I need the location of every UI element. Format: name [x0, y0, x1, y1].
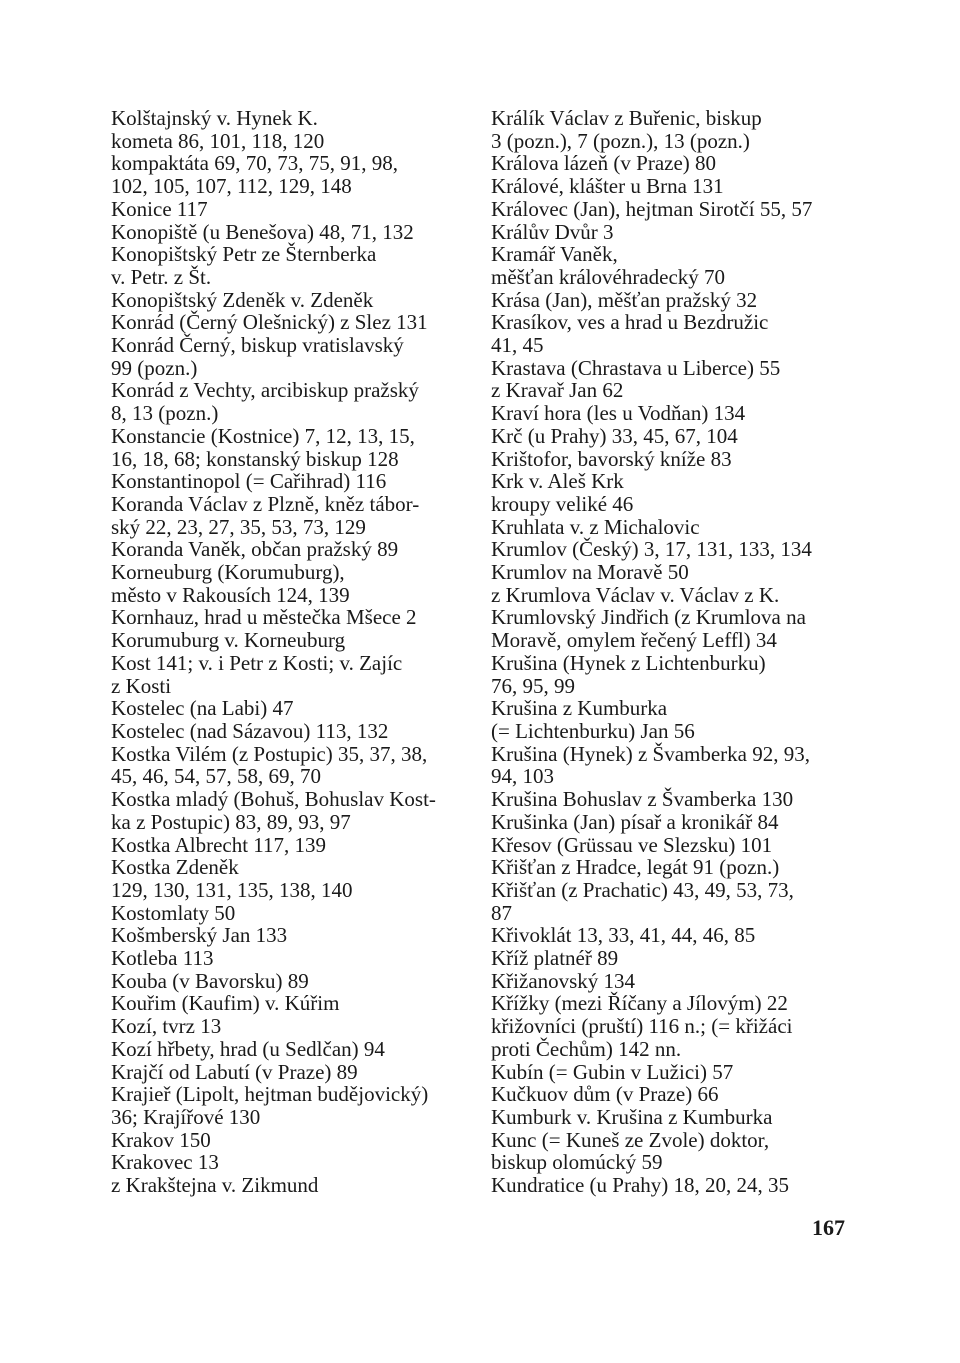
index-entry	[491, 448, 861, 471]
index-entry	[111, 924, 479, 947]
index-entry-line: 129, 130, 131, 135, 138, 140	[111, 877, 353, 902]
index-entry-line: Krastava (Chrastava u Liberce) 55	[491, 355, 781, 380]
index-entry	[491, 856, 861, 879]
index-entry	[111, 788, 479, 833]
index-entry	[491, 516, 861, 539]
index-entry-line: Korneuburg (Korumuburg),	[111, 560, 345, 585]
index-entry-line: Kozí hřbety, hrad (u Sedlčan) 94	[111, 1036, 385, 1061]
index-entry-line: Koranda Václav z Plzně, kněz tábor-	[111, 491, 420, 516]
index-entry	[491, 175, 861, 198]
index-entry	[491, 289, 861, 312]
index-entry-line: 76, 95, 99	[491, 673, 575, 698]
index-entry	[111, 221, 479, 244]
index-entry	[111, 198, 479, 221]
index-entry	[491, 107, 861, 152]
index-entry	[491, 311, 861, 356]
index-entry-line: Králova lázeň (v Praze) 80	[491, 151, 717, 176]
index-entry	[111, 834, 479, 857]
index-entry	[111, 538, 479, 561]
index-entry-line: Konstantinopol (= Cařihrad) 116	[111, 469, 387, 494]
index-entry	[111, 470, 479, 493]
index-entry	[491, 493, 861, 516]
index-entry	[491, 834, 861, 857]
index-entry-line: Krč (u Prahy) 33, 45, 67, 104	[491, 423, 738, 448]
index-entry-line: Králův Dvůr 3	[491, 219, 614, 244]
index-entry	[111, 697, 479, 720]
page-number: 167	[812, 1215, 845, 1240]
index-entry-line: Kouřim (Kaufim) v. Kúřim	[111, 991, 340, 1016]
index-entry-line: Koranda Vaněk, občan pražský 89	[111, 537, 399, 562]
index-entry	[491, 879, 861, 924]
index-entry-line: Kolštajnský v. Hynek K.	[111, 106, 318, 130]
index-entry-line: ka z Postupic) 83, 89, 93, 97	[111, 809, 351, 834]
index-entry	[491, 221, 861, 244]
index-entry-line: Kunc (= Kuneš ze Zvole) doktor,	[491, 1127, 770, 1152]
index-entry	[111, 130, 479, 153]
index-entry	[491, 947, 861, 970]
index-entry-line: 99 (pozn.)	[111, 355, 198, 380]
index-entry	[111, 493, 479, 538]
index-entry	[111, 1174, 479, 1197]
index-entry-line: Křišťan z Hradce, legát 91 (pozn.)	[491, 855, 780, 880]
index-entry	[491, 970, 861, 993]
index-entry-line: Krumlov (Český) 3, 17, 131, 133, 134	[491, 537, 812, 562]
index-entry	[111, 902, 479, 925]
index-entry-line: Kostka Albrecht 117, 139	[111, 832, 327, 857]
right-index-column	[491, 107, 861, 1197]
index-entry-line: 8, 13 (pozn.)	[111, 401, 219, 426]
index-entry-line: biskup olomúcký 59	[491, 1150, 663, 1175]
index-entry	[491, 470, 861, 493]
index-entry-line: Krušina (Hynek z Lichtenburku)	[491, 650, 766, 675]
index-entry-line: ský 22, 23, 27, 35, 53, 73, 129	[111, 514, 366, 539]
index-entry-line: Konopiště (u Benešova) 48, 71, 132	[111, 219, 414, 244]
index-entry	[491, 1083, 861, 1106]
index-entry-line: měšťan královéhradecký 70	[491, 264, 726, 289]
index-entry-line: Kříž platnéř 89	[491, 946, 619, 971]
index-entry	[491, 357, 861, 380]
index-entry	[111, 561, 479, 606]
index-entry-line: Kundratice (u Prahy) 18, 20, 24, 35	[491, 1173, 790, 1198]
index-entry-line: Kornhauz, hrad u městečka Mšece 2	[111, 605, 417, 630]
index-entry-line: Krumlovský Jindřich (z Krumlova na	[491, 605, 806, 630]
index-entry-line: (= Lichtenburku) Jan 56	[491, 718, 695, 743]
index-entry-line: 45, 46, 54, 57, 58, 69, 70	[111, 764, 321, 789]
index-entry	[491, 538, 861, 561]
index-entry-line: 87	[491, 900, 512, 925]
index-entry-line: kometa 86, 101, 118, 120	[111, 128, 325, 153]
index-entry-line: Krištofor, bavorský kníže 83	[491, 446, 732, 471]
index-entry-line: Krušina (Hynek) z Švamberka 92, 93,	[491, 741, 810, 766]
index-entry-line: Konrád Černý, biskup vratislavský	[111, 333, 404, 358]
index-entry	[111, 1083, 479, 1128]
index-entry-line: Kumburk v. Krušina z Kumburka	[491, 1104, 773, 1129]
index-entry-line: Konrád z Vechty, arcibiskup pražský	[111, 378, 419, 403]
index-entry-line: Krakov 150	[111, 1127, 211, 1152]
index-entry-line: Křivoklát 13, 33, 41, 44, 46, 85	[491, 923, 756, 948]
index-entry	[111, 652, 479, 697]
index-entry-line: Kouba (v Bavorsku) 89	[111, 968, 309, 993]
index-entry-line: 3 (pozn.), 7 (pozn.), 13 (pozn.)	[491, 128, 750, 153]
index-entry-line: 36; Krajířové 130	[111, 1104, 261, 1129]
index-entry-line: kompaktáta 69, 70, 73, 75, 91, 98,	[111, 151, 398, 176]
index-entry-line: Křišťan (z Prachatic) 43, 49, 53, 73,	[491, 877, 794, 902]
index-entry	[491, 198, 861, 221]
index-entry-line: Krk v. Aleš Krk	[491, 469, 624, 494]
index-entry-line: Krása (Jan), měšťan pražský 32	[491, 287, 758, 312]
index-entry-line: Konopištský Zdeněk v. Zdeněk	[111, 287, 374, 312]
index-entry-line: Kramář Vaněk,	[491, 242, 618, 267]
index-entry-line: Kostelec (na Labi) 47	[111, 696, 294, 721]
index-entry-line: Kučkuov dům (v Praze) 66	[491, 1082, 719, 1107]
index-entry	[111, 425, 479, 470]
index-entry	[491, 379, 861, 402]
index-entry-line: Krasíkov, ves a hrad u Bezdružic	[491, 310, 769, 335]
index-entry-line: 16, 18, 68; konstanský biskup 128	[111, 446, 399, 471]
index-entry-line: město v Rakousích 124, 139	[111, 582, 350, 607]
index-entry-line: Kostka mladý (Bohuš, Bohuslav Kost-	[111, 787, 436, 812]
index-entry-line: Křížky (mezi Říčany a Jílovým) 22	[491, 991, 788, 1016]
index-entry	[491, 652, 861, 697]
index-entry-line: křižovníci (pruští) 116 n.; (= křižáci	[491, 1014, 793, 1039]
index-entry-line: 41, 45	[491, 333, 544, 358]
index-entry	[491, 697, 861, 742]
index-entry	[111, 856, 479, 901]
index-entry	[491, 788, 861, 811]
index-entry-line: Kost 141; v. i Petr z Kosti; v. Zajíc	[111, 650, 403, 675]
index-entry	[491, 152, 861, 175]
index-entry	[491, 561, 861, 584]
index-entry-line: Krumlov na Moravě 50	[491, 560, 689, 585]
index-entry-line: Kotleba 113	[111, 946, 214, 971]
index-entry	[111, 720, 479, 743]
index-entry	[491, 743, 861, 788]
index-entry-line: 102, 105, 107, 112, 129, 148	[111, 174, 352, 199]
index-entry-line: Krajčí od Labutí (v Praze) 89	[111, 1059, 358, 1084]
index-entry	[491, 402, 861, 425]
index-entry	[491, 243, 861, 288]
index-entry-line: z Kravař Jan 62	[491, 378, 624, 403]
index-entry	[491, 584, 861, 607]
index-entry	[111, 107, 479, 130]
index-entry-line: proti Čechům) 142 nn.	[491, 1036, 682, 1061]
index-entry-line: Křesov (Grüssau ve Slezsku) 101	[491, 832, 773, 857]
index-entry-line: Královec (Jan), hejtman Sirotčí 55, 57	[491, 196, 813, 221]
index-entry-line: Křižanovský 134	[491, 968, 636, 993]
index-entry-line: z Krumlova Václav v. Václav z K.	[491, 582, 780, 607]
index-entry-line: kroupy veliké 46	[491, 491, 634, 516]
index-entry	[491, 606, 861, 651]
index-entry	[111, 243, 479, 288]
index-entry	[111, 152, 479, 197]
index-entry	[111, 629, 479, 652]
index-entry	[111, 1015, 479, 1038]
index-entry-line: Kostka Vilém (z Postupic) 35, 37, 38,	[111, 741, 428, 766]
index-entry-line: Kozí, tvrz 13	[111, 1014, 222, 1039]
index-entry	[491, 1061, 861, 1084]
index-entry	[111, 1038, 479, 1061]
index-entry	[111, 1129, 479, 1152]
index-entry-line: 94, 103	[491, 764, 554, 789]
index-entry-line: z Kosti	[111, 673, 172, 698]
index-entry-line: v. Petr. z Št.	[111, 264, 212, 289]
index-entry	[111, 1061, 479, 1084]
index-entry-line: Konstancie (Kostnice) 7, 12, 13, 15,	[111, 423, 415, 448]
index-entry-line: Krušina Bohuslav z Švamberka 130	[491, 787, 794, 812]
index-entry-line: Králík Václav z Buřenic, biskup	[491, 106, 762, 130]
index-entry-line: Krušina z Kumburka	[491, 696, 668, 721]
left-index-column	[111, 107, 479, 1197]
index-entry	[111, 947, 479, 970]
index-entry-line: Krajieř (Lipolt, hejtman budějovický)	[111, 1082, 429, 1107]
index-entry	[111, 992, 479, 1015]
index-entry	[111, 289, 479, 312]
index-entry	[491, 1015, 861, 1060]
index-entry-line: Kraví hora (les u Vodňan) 134	[491, 401, 746, 426]
index-entry-line: Krakovec 13	[111, 1150, 219, 1175]
index-entry-line: z Krakštejna v. Zikmund	[111, 1173, 319, 1198]
index-entry-line: Konopištský Petr ze Šternberka	[111, 242, 377, 267]
index-entry	[111, 606, 479, 629]
index-entry	[111, 1151, 479, 1174]
index-entry	[111, 743, 479, 788]
index-entry	[491, 992, 861, 1015]
index-entry	[491, 811, 861, 834]
index-entry-line: Kubín (= Gubin v Lužici) 57	[491, 1059, 734, 1084]
index-entry	[491, 425, 861, 448]
index-entry-line: Králové, klášter u Brna 131	[491, 174, 724, 199]
index-entry-line: Kostka Zdeněk	[111, 855, 239, 880]
index-entry-line: Korumuburg v. Korneuburg	[111, 628, 346, 653]
index-entry	[111, 970, 479, 993]
index-entry-line: Kostomlaty 50	[111, 900, 236, 925]
index-entry	[111, 334, 479, 379]
index-entry	[491, 1129, 861, 1174]
index-entry-line: Konice 117	[111, 196, 208, 221]
index-entry	[111, 379, 479, 424]
index-entry-line: Konrád (Černý Olešnický) z Slez 131	[111, 310, 428, 335]
index-entry	[491, 1174, 861, 1197]
index-entry-line: Krušinka (Jan) písař a kronikář 84	[491, 809, 779, 834]
index-entry	[491, 924, 861, 947]
index-entry	[111, 311, 479, 334]
index-entry-line: Moravě, omylem řečený Leffl) 34	[491, 628, 777, 653]
index-entry-line: Kostelec (nad Sázavou) 113, 132	[111, 718, 389, 743]
index-entry-line: Košmberský Jan 133	[111, 923, 288, 948]
index-entry	[491, 1106, 861, 1129]
index-entry-line: Kruhlata v. z Michalovic	[491, 514, 700, 539]
